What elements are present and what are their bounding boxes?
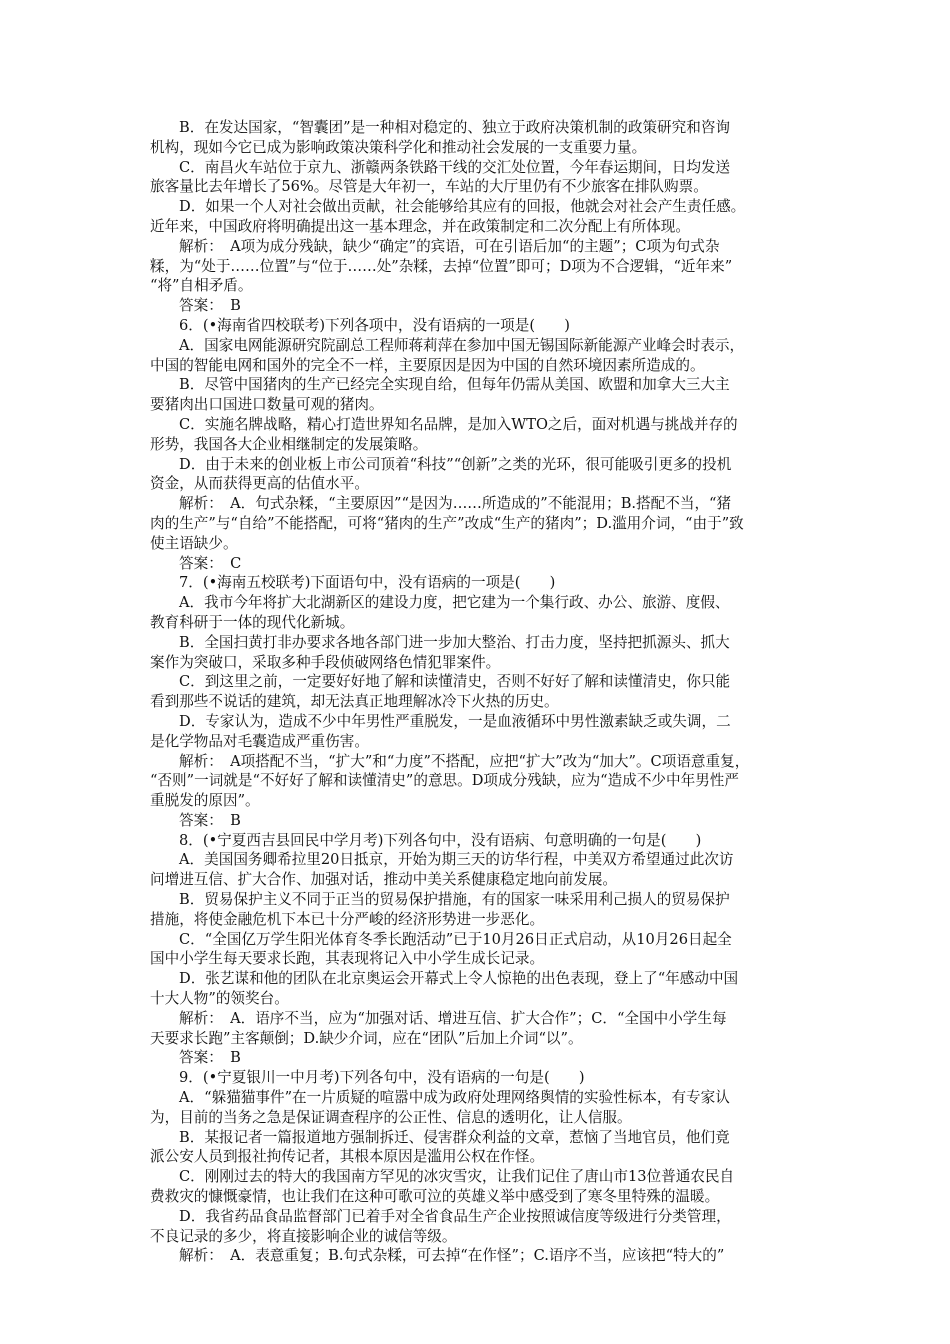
text-line: “将”自相矛盾。 [150,277,253,295]
text-line: D．由于未来的创业板上市公司顶着“科技”“创新”之类的光环，很可能吸引更多的投机 [179,455,732,473]
text-line: 形势，我国各大企业相继制定的发展策略。 [150,435,428,453]
text-line: 国中小学生每天要求长跑，其表现将记入中小学生成长记录。 [150,950,545,968]
text-line: 解析： A．表意重复；B.句式杂糅，可去掉“在作怪”；C.语序不当，应该把“特大的” [179,1247,725,1265]
text-line: 不良记录的多少，将直接影响企业的诚信等级。 [150,1227,457,1245]
text-line: C．“全国亿万学生阳光体育冬季长跑活动”已于10月26日正式启动，从10月26日起全 [179,930,732,948]
text-line: 为，目前的当务之急是保证调查程序的公正性、信息的透明化，让人信服。 [150,1108,632,1126]
text-line: B．尽管中国猪肉的生产已经完全实现自给，但每年仍需从美国、欧盟和加拿大三大主 [179,376,730,394]
text-line: 问增进互信、扩大合作、加强对话，推动中美关系健康稳定地向前发展。 [150,871,618,889]
text-line: B．全国扫黄打非办要求各地各部门进一步加大整治、打击力度，坚持把抓源头、抓大 [179,633,730,651]
text-line: 7．(•海南五校联考)下面语句中，没有语病的一项是( ) [179,574,556,592]
text-line: 解析： A项搭配不当，“扩大”和“力度”不搭配，应把“扩大”改为“加大”。C项语意重复， [179,752,750,770]
text-line: A．国家电网能源研究院副总工程师蒋莉萍在参加中国无锡国际新能源产业峰会时表示， [179,336,745,354]
text-line: 措施，将使金融危机下本已十分严峻的经济形势进一步恶化。 [150,910,545,928]
text-line: 肉的生产”与“自给”不能搭配，可将“猪肉的生产”改成“生产的猪肉”；D.滥用介词，“由于”致 [150,514,744,532]
text-line: 答案： B [179,297,241,315]
text-line: 答案： B [179,811,241,829]
text-line: D．如果一个人对社会做出贡献，社会能够给其应有的回报，他就会对社会产生责任感。 [179,198,746,216]
text-line: 使主语缺少。 [150,534,238,552]
text-line: 费救灾的慷慨豪情，也让我们在这种可歌可泣的英雄义举中感受到了寒冬里特殊的温暖。 [150,1188,720,1206]
text-line: 案作为突破口，采取多种手段侦破网络色情犯罪案件。 [150,653,501,671]
text-line: 近年来，中国政府将明确提出这一基本理念，并在政策制定和二次分配上有所体现。 [150,217,690,235]
text-line: B．在发达国家，“智囊团”是一种相对稳定的、独立于政府决策机制的政策研究和咨询 [179,119,731,136]
text-line: D．我省药品食品监督部门已着手对全省食品生产企业按照诚信度等级进行分类管理， [179,1207,731,1225]
text-line: B．某报记者一篇报道地方强制拆迁、侵害群众利益的文章，惹恼了当地官员，他们竟 [179,1128,730,1146]
text-line: A．“躲猫猫事件”在一片质疑的喧嚣中成为政府处理网络舆情的实验性标本，有专家认 [179,1089,730,1107]
text-line: 解析： A项为成分残缺，缺少“确定”的宾语，可在引语后加“的主题”；C项为句式杂 [179,237,720,255]
text-line: 答案： C [179,554,242,572]
text-line: 资金，从而获得更高的估值水平。 [150,475,369,493]
text-line: “否则”一词就是“不好好了解和读懂清史”的意思。D项成分残缺，应为“造成不少中年男性严 [150,772,739,790]
text-line: 9．(•宁夏银川一中月考)下列各句中，没有语病的一句是( ) [179,1069,585,1087]
text-line: D．张艺谋和他的团队在北京奥运会开幕式上令人惊艳的出色表现，登上了“年感动中国 [179,970,739,988]
text-line: 重脱发的原因”。 [150,792,260,810]
text-line: 解析： A．句式杂糅，“主要原因”“是因为……所造成的”不能混用；B.搭配不当，“猪 [179,495,732,513]
text-line: 要猪肉出口国进口数量可观的猪肉。 [150,396,384,414]
text-line: 十大人物”的领奖台。 [150,990,289,1008]
text-line: 答案： B [179,1049,241,1067]
text-line: 教育科研于一体的现代化新城。 [150,613,355,631]
text-line: C．到这里之前，一定要好好地了解和读懂清史，否则不好好了解和读懂清史，你只能 [179,673,731,691]
text-line: B．贸易保护主义不同于正当的贸易保护措施，有的国家一味采用利己损人的贸易保护 [179,891,730,909]
text-line: 是化学物品对毛囊造成严重伤害。 [150,732,369,750]
text-line: 旅客量比去年增长了56%。尽管是大年初一，车站的大厅里仍有不少旅客在排队购票。 [150,178,708,196]
text-line: 天要求长跑”主客颠倒；D.缺少介词，应在“团队”后加上介词“以”。 [150,1029,583,1047]
text-line: 6．(•海南省四校联考)下列各项中，没有语病的一项是( ) [179,316,570,334]
text-line: D．专家认为，造成不少中年男性严重脱发，一是血液循环中男性激素缺乏或失调，二 [179,712,731,730]
text-line: 8．(•宁夏西吉县回民中学月考)下列各句中，没有语病、句意明确的一句是( ) [179,831,702,849]
text-line: C．南昌火车站位于京九、浙赣两条铁路干线的交汇处位置，今年春运期间，日均发送 [179,158,731,176]
text-line: 看到那些不说话的建筑，却无法真正地理解冰冷下火热的历史。 [150,693,559,711]
text-line: A．我市今年将扩大北湖新区的建设力度，把它建为一个集行政、办公、旅游、度假、 [179,594,730,612]
text-line: 派公安人员到报社拘传记者，其根本原因是滥用公权在作怪。 [150,1148,545,1166]
text-line: 糅，为“处于……位置”与“位于……处”杂糅，去掉“位置”即可；D项为不合逻辑，“近年来” [150,257,733,275]
text-line: A．美国国务卿希拉里20日抵京，开始为期三天的访华行程，中美双方希望通过此次访 [179,851,734,869]
text-line: 机构，现如今它已成为影响政策决策科学化和推动社会发展的一支重要力量。 [150,138,647,156]
text-line: C．实施名牌战略，精心打造世界知名品牌，是加入WTO之后，面对机遇与挑战并存的 [179,415,738,433]
text-line: 中国的智能电网和国外的完全不一样，主要原因是因为中国的自然环境因素所造成的。 [150,356,705,374]
text-line: 解析： A．语序不当，应为“加强对话、增进互信、扩大合作”；C．“全国中小学生每 [179,1009,727,1027]
text-line: C．刚刚过去的特大的我国南方罕见的冰灾雪灾，让我们记住了唐山市13位普通农民自 [179,1168,735,1186]
